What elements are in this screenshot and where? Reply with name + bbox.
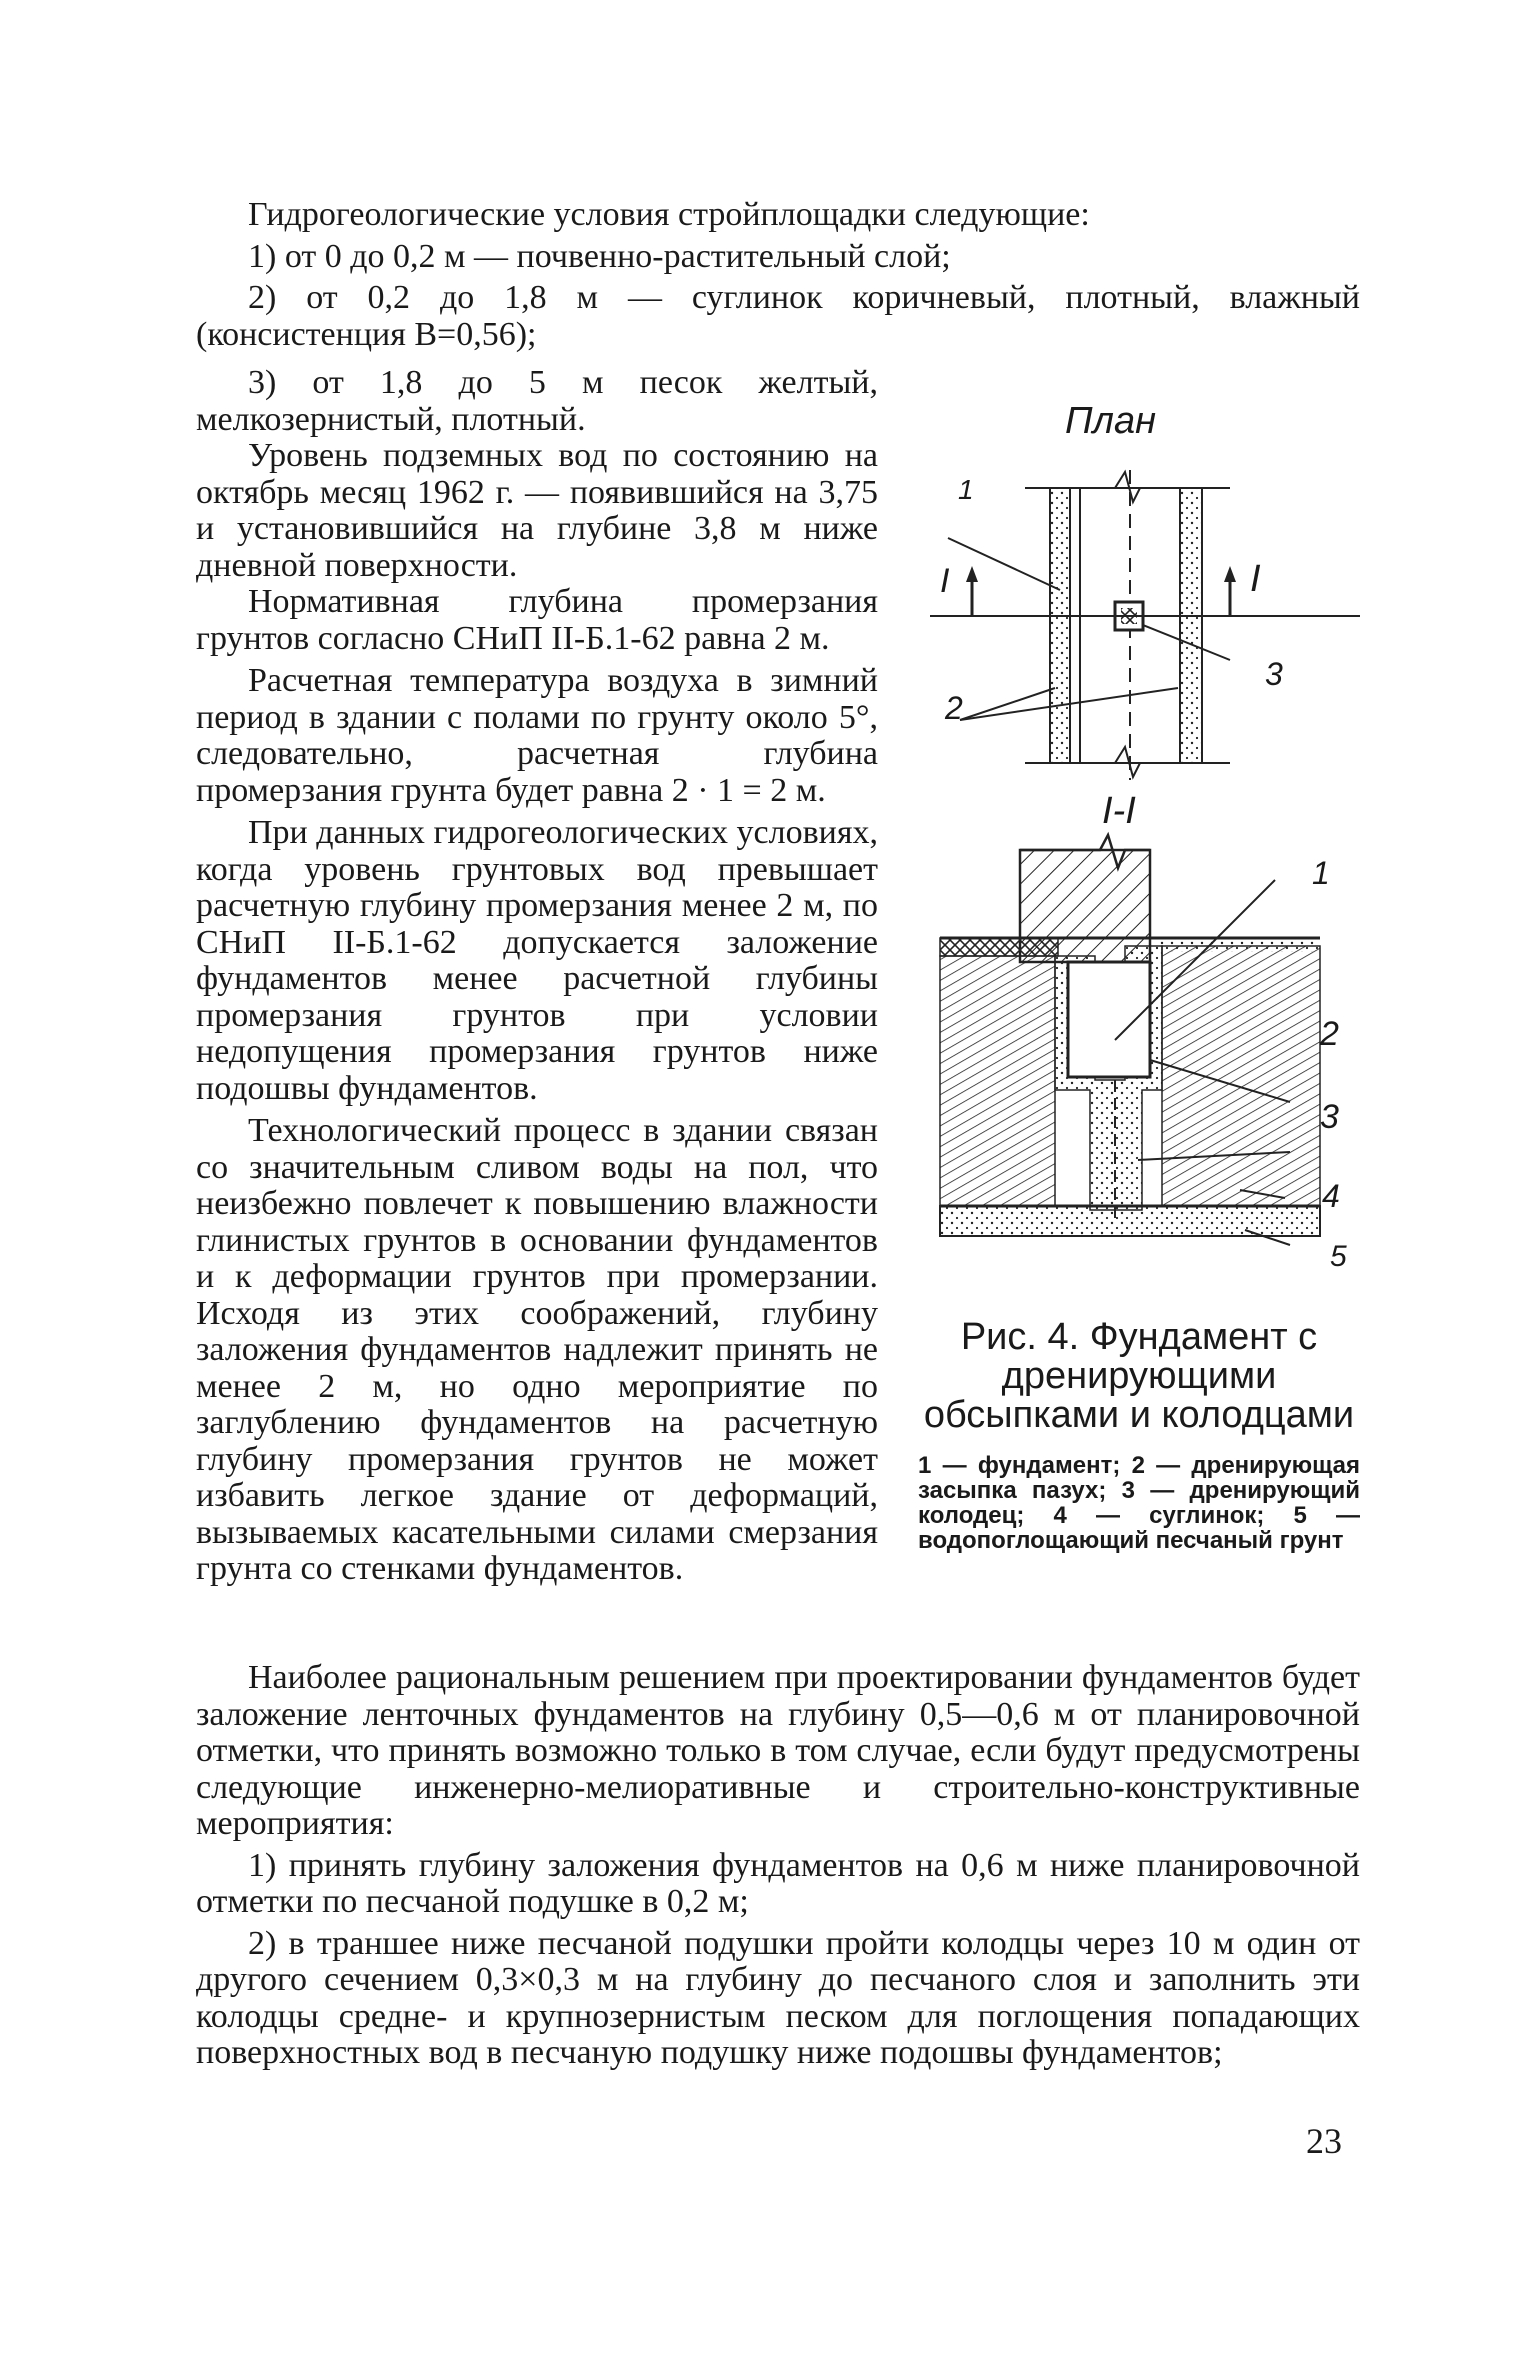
figure-caption: [918, 1318, 1360, 1553]
paragraph: Технологический процесс в здании связан со значительным сливом воды на пол, что неизбежно повлечет к повышению влажности глинистых грунтов в основании фундаментов и к деформации грунтов при промерзании. Исходя из этих соображений, глубину заложения фундаментов надлежит принять не менее 2 м, но одно мероприятие по заглублению фундаментов на расчетную глубину промерзания грунтов не может избавить легкое здание от деформаций, вызываемых касательными силами смерзания грунта со стенками фундаментов.: [196, 1112, 878, 1587]
plan-title: План: [1065, 400, 1157, 442]
paragraph: 1) от 0 до 0,2 м — почвенно-растительный слой;: [248, 237, 951, 275]
paragraph: 2) в траншее ниже песчаной подушки пройти колодцы через 10 м один от другого сечением 0,3×0,3 м на глубину до песчаного слоя и заполнить эти колодцы средне- и крупнозернистым песком для поглощения попадающих поверхностных вод в песчаную подушку ниже подошвы фундаментов;: [196, 1924, 1360, 2071]
plan-callout-2: 2: [945, 690, 963, 726]
foundation-figure: [900, 390, 1360, 1290]
intro-block: [196, 197, 1360, 358]
paragraph: Нормативная глубина промерзания грунтов согласно СНиП II-Б.1-62 равна 2 м.: [196, 583, 878, 657]
cut-mark-right: I: [1250, 558, 1261, 600]
section-callout-3: 3: [1320, 1098, 1339, 1136]
paragraph: 3) от 1,8 до 5 м песок желтый, мелкозернистый, плотный.: [196, 364, 878, 438]
caption-legend: 1 — фундамент; 2 — дренирующая засыпка пазух; 3 — дренирующий колодец; 4 — суглинок; 5 — водопоглощающий песчаный грунт: [918, 1452, 1360, 1554]
cut-mark-left: I: [940, 562, 950, 600]
measures-block: [196, 1660, 1360, 2077]
section-view: [940, 835, 1320, 1245]
paragraph: При данных гидрогеологических условиях, когда уровень грунтовых вод превышает расчетную глубину промерзания менее 2 м, по СНиП II-Б.1-62 допускается заложение фундаментов менее расчетной глубины промерзания грунтов при условии недопущения промерзания грунтов ниже подошвы фундаментов.: [196, 814, 878, 1107]
section-callout-1: 1: [1312, 855, 1330, 891]
page-number: 23: [1306, 2121, 1342, 2161]
plan-callout-3: 3: [1265, 656, 1283, 692]
section-callout-5: 5: [1330, 1240, 1347, 1273]
paragraph: 1) принять глубину заложения фундаментов на 0,6 м ниже планировочной отметки по песчаной подушке в 0,2 м;: [196, 1846, 1360, 1920]
plan-callout-1: 1: [958, 474, 974, 505]
paragraph: Уровень подземных вод по состоянию на октябрь месяц 1962 г. — появившийся на 3,75 и установившийся на глубине 3,8 м ниже дневной поверхности.: [196, 437, 878, 584]
paragraph: Гидрогеологические условия стройплощадки следующие:: [248, 196, 1090, 233]
section-callout-4: 4: [1322, 1178, 1340, 1214]
section-title: I-I: [1102, 790, 1136, 832]
caption-title: Рис. 4. Фундамент с дренирующими обсыпками и колодцами: [923, 1316, 1355, 1436]
section-callout-2: 2: [1320, 1015, 1339, 1053]
paragraph: Наиболее рациональным решением при проектировании фундаментов будет заложение ленточных фундаментов на глубину 0,5—0,6 м от планировочной отметки, что принять возможно только в том случае, если будут предусмотрены следующие инженерно-мелиоративные и строительно-конструктивные мероприятия:: [196, 1659, 1360, 1842]
paragraph: 2) от 0,2 до 1,8 м — суглинок коричневый, плотный, влажный (консистенция B=0,56);: [196, 279, 1360, 353]
plan-view: [930, 470, 1360, 780]
paragraph: Расчетная температура воздуха в зимний период в здании с полами по грунту около 5°, следовательно, расчетная глубина промерзания грунта будет равна 2 · 1 = 2 м.: [196, 662, 878, 809]
text-column: [196, 365, 878, 1588]
